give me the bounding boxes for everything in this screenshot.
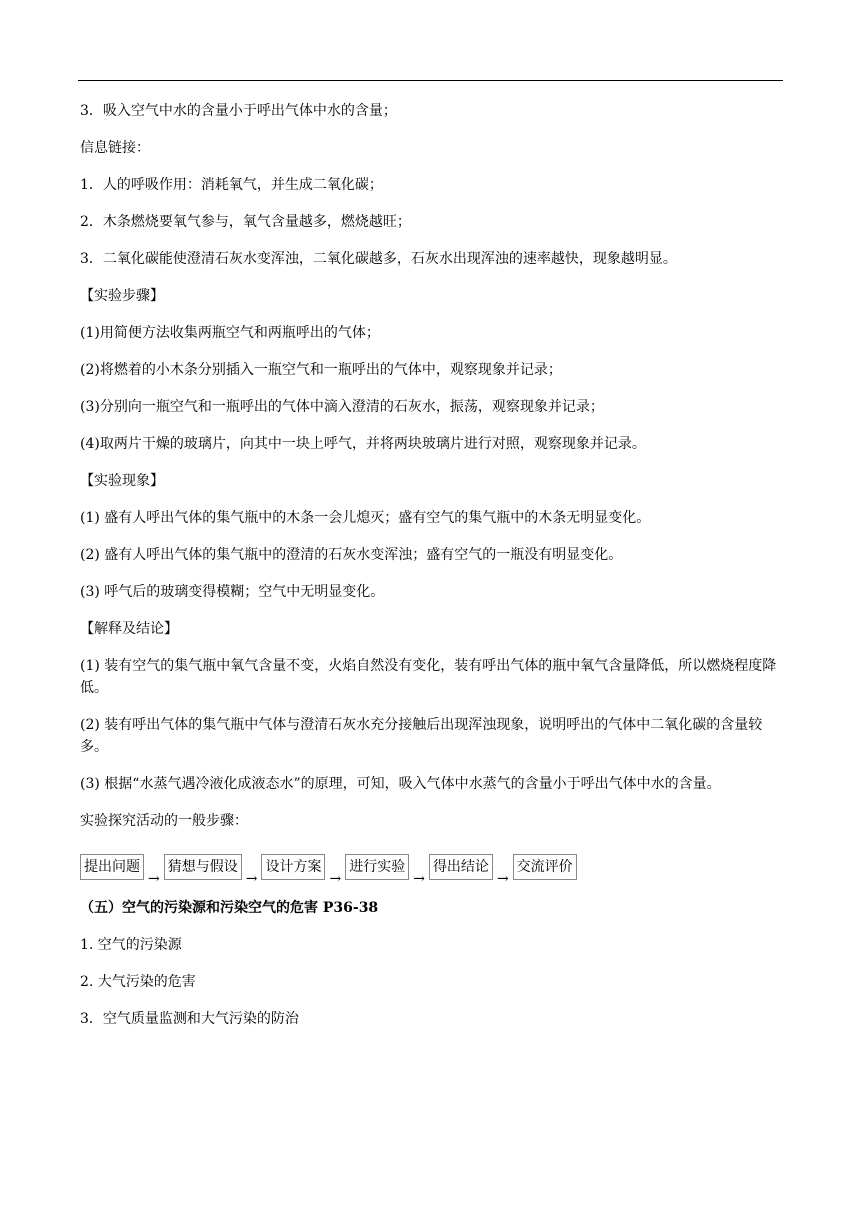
arrow-right-icon: → (148, 871, 160, 887)
paragraph: 3．吸入空气中水的含量小于呼出气体中水的含量； (80, 103, 397, 119)
arrow-right-icon: → (413, 871, 425, 887)
paragraph: (3) 根据“水蒸气遇冷液化成液态水”的原理，可知，吸入气体中水蒸气的含量小于呼出气体中水的含量。 (80, 776, 721, 792)
inquiry-steps-flow (80, 850, 785, 887)
paragraph: 2．木条燃烧要氧气参与，氧气含量越多，燃烧越旺； (80, 214, 411, 230)
flow-step: 得出结论 (429, 854, 493, 880)
paragraph: (3)分别向一瓶空气和一瓶呼出的气体中滴入澄清的石灰水，振荡，观察现象并记录； (80, 399, 604, 415)
flow-step: 交流评价 (513, 854, 577, 880)
flow-step: 猜想与假设 (164, 854, 242, 880)
arrow-right-icon: → (329, 871, 342, 887)
paragraph: (3) 呼气后的玻璃变得模糊；空气中无明显变化。 (80, 584, 385, 600)
paragraph: 3．二氧化碳能使澄清石灰水变浑浊，二氧化碳越多，石灰水出现浑浊的速率越快，现象越明显。 (80, 251, 677, 267)
paragraph: (1) 装有空气的集气瓶中氧气含量不变，火焰自然没有变化，装有呼出气体的瓶中氧气含量降低，所以燃烧程度降低。 (80, 658, 777, 696)
section-label-conclusion: 【解释及结论】 (80, 621, 178, 637)
section-label-phenomena: 【实验现象】 (80, 473, 164, 489)
section-heading: （五）空气的污染源和污染空气的危害 P36-38 (80, 900, 379, 916)
list-item: 3．空气质量监测和大气污染的防治 (80, 1011, 299, 1027)
flow-step: 提出问题 (80, 854, 144, 880)
paragraph: (2)将燃着的小木条分别插入一瓶空气和一瓶呼出的气体中，观察现象并记录； (80, 362, 562, 378)
flow-step: 设计方案 (261, 854, 325, 880)
paragraph: 1．人的呼吸作用：消耗氧气，并生成二氧化碳； (80, 177, 383, 193)
arrow-right-icon: → (245, 871, 258, 887)
paragraph: (2) 盛有人呼出气体的集气瓶中的澄清的石灰水变浑浊；盛有空气的一瓶没有明显变化。 (80, 547, 623, 563)
document-body (80, 100, 785, 1030)
paragraph: (2) 装有呼出气体的集气瓶中气体与澄清石灰水充分接触后出现浑浊现象，说明呼出的气体中二氧化碳的含量较多。 (80, 717, 763, 755)
paragraph: (4)取两片干燥的玻璃片，向其中一块上呼气，并将两块玻璃片进行对照，观察现象并记录。 (80, 436, 646, 452)
arrow-right-icon: → (496, 871, 509, 887)
list-item: 2. 大气污染的危害 (80, 974, 196, 990)
header-rule (78, 80, 783, 81)
section-label-steps: 【实验步骤】 (80, 288, 164, 304)
paragraph: 实验探究活动的一般步骤： (80, 813, 248, 829)
paragraph: (1)用简便方法收集两瓶空气和两瓶呼出的气体； (80, 325, 380, 341)
paragraph: 信息链接： (80, 140, 150, 156)
paragraph: (1) 盛有人呼出气体的集气瓶中的木条一会儿熄灭；盛有空气的集气瓶中的木条无明显变化。 (80, 510, 651, 526)
list-item: 1. 空气的污染源 (80, 937, 182, 953)
flow-step: 进行实验 (345, 854, 409, 880)
